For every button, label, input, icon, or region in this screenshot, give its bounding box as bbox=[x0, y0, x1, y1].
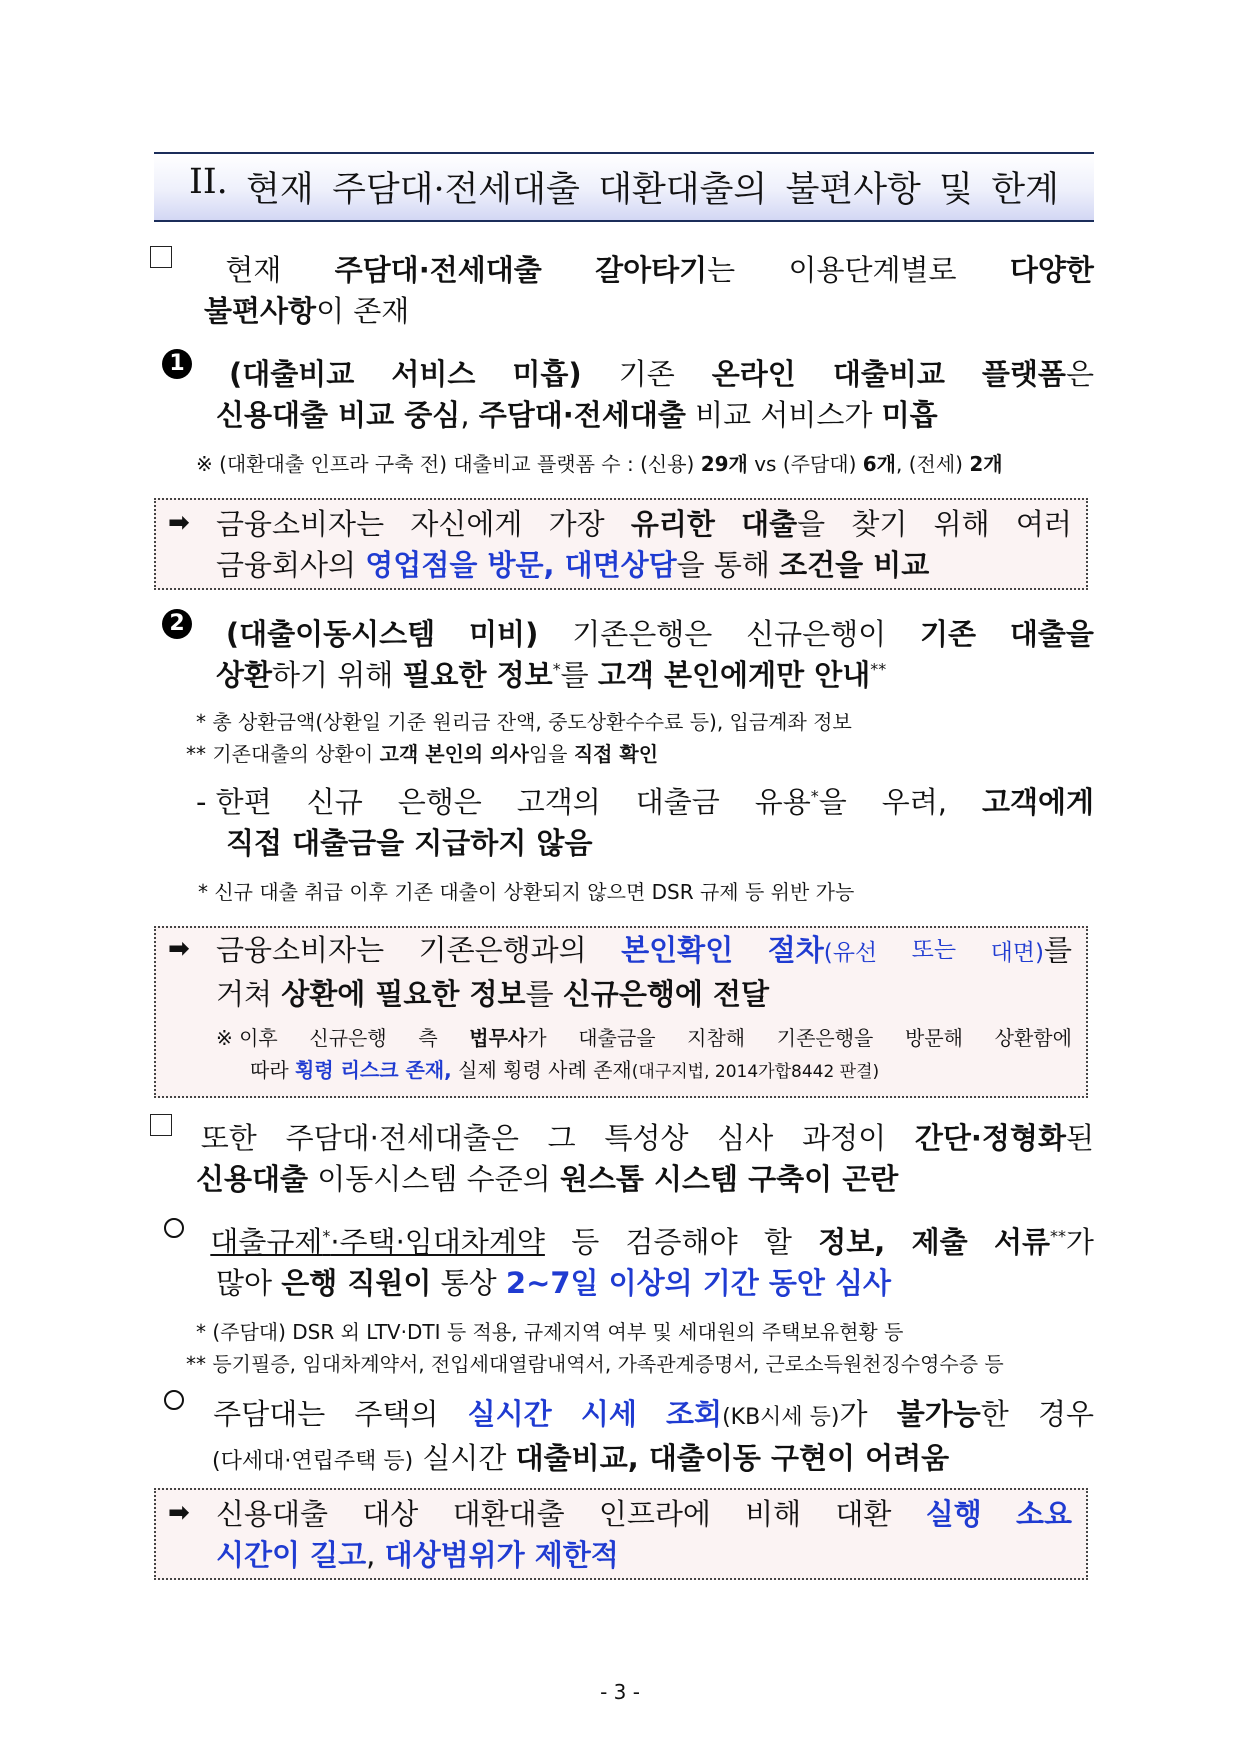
paragraph-2 bbox=[150, 1118, 1094, 1200]
checkbox-icon bbox=[150, 246, 172, 268]
bullet-1-line-1: 대출규제*·주택·임대차계약 등 검증해야 할 정보, 제출 서류**가 bbox=[164, 1222, 1094, 1263]
section-header bbox=[154, 152, 1094, 222]
paragraph-1 bbox=[150, 250, 1094, 332]
item-2-line-1: 2 (대출이동시스템 미비) 기존은행은 신규은행이 기존 대출을 bbox=[162, 614, 1094, 655]
paragraph-1-line-2: 불편사항이 존재 bbox=[204, 294, 410, 328]
bullet-1-line-2: 많아 은행 직원이 통상 2~7일 이상의 기간 동안 심사 bbox=[216, 1266, 892, 1300]
callout-box-2-text: 금융소비자는 기존은행과의 본인확인 절차(유선 또는 대면)를 거쳐 상환에 필요한 정보를 신규은행에 전달 bbox=[216, 933, 1072, 1011]
bullet-circle-icon bbox=[164, 1390, 184, 1410]
page-number: - 3 - bbox=[600, 1680, 640, 1704]
item-2-notes: * 총 상환금액(상환일 기준 원리금 잔액, 중도상환수수료 등), 입금계좌 정보 ** 기존대출의 상환이 고객 본인의 의사임을 직접 확인 bbox=[186, 710, 852, 766]
number-one-icon: 1 bbox=[162, 349, 192, 379]
item-1-note: ※ (대환대출 인프라 구축 전) 대출비교 플랫폼 수 : (신용) 29개 vs (주담대) 6개, (전세) 2개 bbox=[196, 452, 1003, 476]
item-2-line-2: 상환하기 위해 필요한 정보*를 고객 본인에게만 안내** bbox=[216, 658, 887, 692]
callout-box-3 bbox=[154, 1488, 1088, 1580]
item-2 bbox=[162, 611, 1094, 696]
item-1 bbox=[162, 351, 1094, 436]
item-2-sub-note: * 신규 대출 취급 이후 기존 대출이 상환되지 않으면 DSR 규제 등 위반 가능 bbox=[198, 880, 855, 904]
bullet-2 bbox=[164, 1394, 1094, 1482]
item-2-sub: - 한편 신규 은행은 고객의 대출금 유용*을 우려, 고객에게 직접 대출금을 지급하지 않음 bbox=[196, 785, 1094, 860]
item-1-line-2: 신용대출 비교 중심, 주담대·전세대출 비교 서비스가 미흡 bbox=[216, 398, 938, 432]
bullet-2-line-1: 주담대는 주택의 실시간 시세 조회(KB시세 등)가 불가능한 경우 bbox=[164, 1394, 1094, 1438]
callout-box-3-text: 신용대출 대상 대환대출 인프라에 비해 대환 실행 소요 시간이 길고, 대상범위가 제한적 bbox=[216, 1497, 1072, 1572]
callout-box-2-note: ※ 이후 신규은행 측 법무사가 대출금을 지참해 기존은행을 방문해 상환함에 따라 횡령 리스크 존재, 실제 횡령 사례 존재(대구지법, 2014가합8442 판결) bbox=[216, 1026, 1072, 1082]
arrow-right-icon: ➡ bbox=[168, 934, 190, 964]
bullet-1-notes: * (주담대) DSR 외 LTV·DTI 등 적용, 규제지역 여부 및 세대원의 주택보유현황 등 ** 등기필증, 임대차계약서, 전입세대열람내역서, 가족관계증명서, 근로소득원천징수영수증 등 bbox=[186, 1320, 1004, 1376]
callout-box-1-text: 금융소비자는 자신에게 가장 유리한 대출을 찾기 위해 여러 금융회사의 영업점을 방문, 대면상담을 통해 조건을 비교 bbox=[216, 507, 1072, 582]
callout-box-2 bbox=[154, 926, 1088, 1098]
bullet-circle-icon bbox=[164, 1218, 184, 1238]
paragraph-1-line-1: 현재 주담대·전세대출 갈아타기는 이용단계별로 다양한 bbox=[150, 250, 1094, 291]
callout-box-1 bbox=[154, 498, 1088, 590]
number-two-icon: 2 bbox=[162, 609, 192, 639]
arrow-right-icon: ➡ bbox=[168, 1498, 190, 1528]
arrow-right-icon: ➡ bbox=[168, 508, 190, 538]
item-1-line-1: 1 (대출비교 서비스 미흡) 기존 온라인 대출비교 플랫폼은 bbox=[162, 354, 1094, 395]
bullet-1 bbox=[164, 1222, 1094, 1304]
bullet-2-line-2: (다세대·연립주택 등) 실시간 대출비교, 대출이동 구현이 어려움 bbox=[212, 1441, 950, 1475]
checkbox-icon bbox=[150, 1114, 172, 1136]
paragraph-2-line-1: 또한 주담대·전세대출은 그 특성상 심사 과정이 간단·정형화된 bbox=[150, 1118, 1094, 1159]
section-title: II. 현재 주담대·전세대출 대환대출의 불편사항 및 한계 bbox=[189, 162, 1059, 210]
paragraph-2-line-2: 신용대출 이동시스템 수준의 원스톱 시스템 구축이 곤란 bbox=[196, 1162, 899, 1196]
